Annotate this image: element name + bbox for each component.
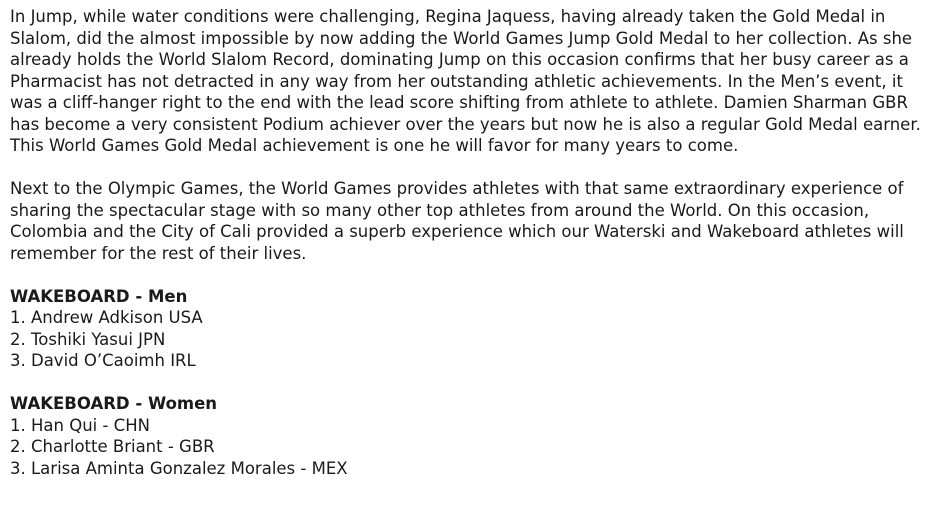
list-item: 2. Toshiki Yasui JPN: [10, 329, 166, 349]
list-item: 2. Charlotte Briant - GBR: [10, 437, 215, 456]
results-section-women: [10, 393, 921, 479]
list-item: 3. David O’Caoimh IRL: [10, 351, 196, 370]
article-paragraph: In Jump, while water conditions were challenging, Regina Jaquess, having already taken the Gold Medal in Slalom, did the almost impossible by now adding the World Games Jump Gold Medal to her collection. As she already holds the World Slalom Record, dominating Jump on this occasion confirms that her busy career as a Pharmacist has not detracted in any way from her outstanding athletic achievements. In the Men’s event, it was a cliff-hanger right to the end with the lead score shifting from athlete to athlete. Damien Sharman GBR has become a very consistent Podium achiever over the years but now he is also a regular Gold Medal earner. This World Games Gold Medal achievement is one he will favor for many years to come.: [10, 7, 921, 155]
results-section-men: [10, 286, 921, 372]
list-item: 3. Larisa Aminta Gonzalez Morales - MEX: [10, 458, 348, 478]
results-list: [10, 415, 921, 480]
list-item: 1. Andrew Adkison USA: [10, 308, 203, 327]
results-list: [10, 307, 921, 372]
list-item: 1. Han Qui - CHN: [10, 415, 150, 435]
section-title: WAKEBOARD - Men: [10, 286, 188, 306]
article-paragraph: Next to the Olympic Games, the World Games provides athletes with that same extraordinary experience of sharing the spectacular stage with so many other top athletes from around the World. On this occasion, Colombia and the City of Cali provided a superb experience which our Waterski and Wakeboard athletes will remember for the rest of their lives.: [10, 179, 904, 263]
section-title: WAKEBOARD - Women: [10, 394, 218, 413]
